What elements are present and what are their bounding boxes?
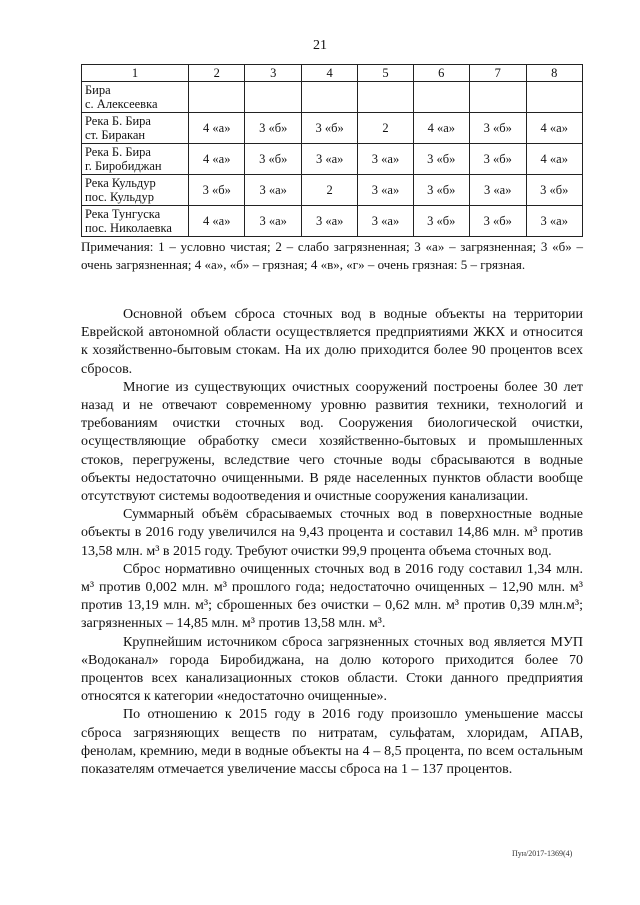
column-header: 2 (189, 65, 245, 82)
river-name: Река Тунгуска (85, 207, 161, 221)
paragraph: Сброс нормативно очищенных сточных вод в 2016 году составил 1,34 млн. м³ против 0,002 млн. м³ прошлого года; недостаточно очищенных – 12,90 млн. м³ против 13,19 млн. м³; сброшенных без очистки – 0,62 млн. м³ против 0,39 млн.м³; загрязненных – 14,85 млн. м³ против 13,58 млн. м³. (81, 561, 583, 632)
table-cell: 3 «а» (245, 175, 301, 206)
table-cell: 3 «а» (358, 175, 413, 206)
settlement-name: г. Биробиджан (85, 159, 162, 173)
table-cell: 4 «а» (526, 113, 583, 144)
table-cell: 4 «а» (189, 206, 245, 237)
paragraph: Крупнейшим источником сброса загрязненных сточных вод является МУП «Водоканал» города Биробиджана, на долю которого приходится более 70 процентов всех канализационных стоков области. Стоки данного предприятия относятся к категории «недостаточно очищенные». (81, 634, 583, 705)
page-number: 21 (313, 38, 327, 53)
table-cell: 3 «а» (358, 206, 413, 237)
table-cell (413, 82, 469, 113)
paragraph: Многие из существующих очистных сооружений построены более 30 лет назад и не отвечают современному уровню развития техники, технологий и требованиям очистки сточных вод. Сооружения биологической очистки, осуществляющие обработку смеси хозяйственно-бытовых и промышленных стоков, перегружены, вследствие чего сточные воды сбрасываются в водные объекты недостаточно очищенными. В ряде населенных пунктов области вообще отсутствуют системы водоотведения и очистные сооружения канализации. (81, 379, 583, 505)
table-header-row (82, 65, 583, 82)
table-cell: 3 «б» (470, 144, 526, 175)
table-cell: 3 «б» (301, 113, 357, 144)
location-cell (82, 144, 189, 175)
table-cell: 3 «а» (526, 206, 583, 237)
paragraph: По отношению к 2015 году в 2016 году произошло уменьшение массы сброса загрязняющих веществ по нитратам, сульфатам, хлоридам, АПАВ, фенолам, кремнию, меди в водные объекты на 4 – 8,5 процента, по всем остальным показателям отмечается увеличение массы сброса на 1 – 137 процентов. (81, 707, 583, 778)
table-cell: 3 «а» (358, 144, 413, 175)
location-cell (82, 82, 189, 113)
table-cell: 4 «а» (413, 113, 469, 144)
location-cell (82, 206, 189, 237)
water-quality-table (81, 64, 583, 237)
table-note: Примечания: 1 – условно чистая; 2 – слабо загрязненная; 3 «а» – загрязненная; 3 «б» – очень загрязненная; 4 «а», «б» – грязная; 4 «в», «г» – очень грязная: 5 – грязная. (81, 239, 583, 272)
river-name: Бира (85, 83, 111, 97)
settlement-name: ст. Биракан (85, 128, 146, 142)
table-cell: 3 «б» (245, 113, 301, 144)
settlement-name: пос. Николаевка (85, 221, 172, 235)
settlement-name: пос. Кульдур (85, 190, 154, 204)
table-cell (245, 82, 301, 113)
table-cell: 2 (358, 113, 413, 144)
column-header: 3 (245, 65, 301, 82)
table-row (82, 113, 583, 144)
column-header: 1 (82, 65, 189, 82)
column-header: 7 (470, 65, 526, 82)
table-cell: 2 (301, 175, 357, 206)
river-name: Река Б. Бира (85, 114, 151, 128)
table-cell (358, 82, 413, 113)
table-cell: 4 «а» (526, 144, 583, 175)
table-cell: 3 «а» (301, 144, 357, 175)
table-cell: 3 «б» (413, 144, 469, 175)
table-cell (301, 82, 357, 113)
table-row (82, 82, 583, 113)
river-name: Река Кульдур (85, 176, 156, 190)
table-cell: 3 «б» (413, 175, 469, 206)
river-name: Река Б. Бира (85, 145, 151, 159)
table-row (82, 175, 583, 206)
column-header: 5 (358, 65, 413, 82)
paragraph: Суммарный объём сбрасываемых сточных вод в поверхностные водные объекты в 2016 году увеличился на 9,43 процента и составил 14,86 млн. м³ против 13,58 млн. м³ в 2015 году. Требуют очистки 99,9 процента объема сточных вод. (81, 507, 583, 559)
table-cell: 3 «б» (245, 144, 301, 175)
table-cell: 3 «б» (189, 175, 245, 206)
table-cell (526, 82, 583, 113)
table-row (82, 144, 583, 175)
table-cell: 3 «а» (301, 206, 357, 237)
location-cell (82, 175, 189, 206)
table-cell: 3 «б» (470, 206, 526, 237)
settlement-name: с. Алексеевка (85, 97, 158, 111)
table-cell: 3 «а» (245, 206, 301, 237)
table-row (82, 206, 583, 237)
location-cell (82, 113, 189, 144)
table-cell (189, 82, 245, 113)
body-text (81, 306, 583, 779)
table-cell (470, 82, 526, 113)
table-cell: 4 «а» (189, 113, 245, 144)
column-header: 6 (413, 65, 469, 82)
column-header: 4 (301, 65, 357, 82)
paragraph: Основной объем сброса сточных вод в водные объекты на территории Еврейской автономной области осуществляется предприятиями ЖКХ и относится к хозяйственно-бытовым стокам. На их долю приходится более 90 процентов всех сбросов. (81, 307, 583, 377)
table-cell: 3 «а» (470, 175, 526, 206)
table-cell: 3 «б» (470, 113, 526, 144)
column-header: 8 (526, 65, 583, 82)
table-cell: 3 «б» (526, 175, 583, 206)
table-cell: 3 «б» (413, 206, 469, 237)
table-cell: 4 «а» (189, 144, 245, 175)
document-code: Пун/2017-1369(4) (512, 849, 573, 858)
